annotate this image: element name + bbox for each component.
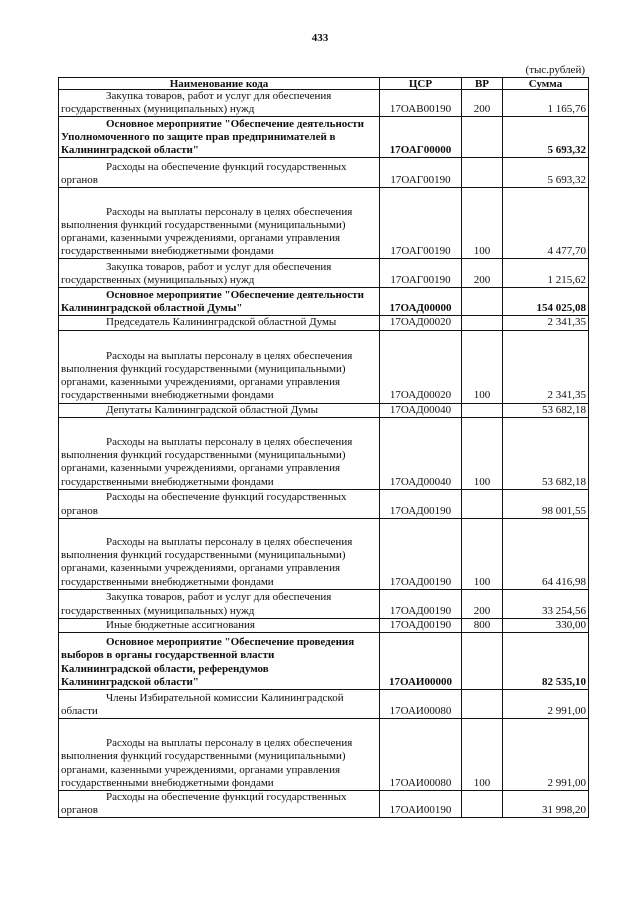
row-code: 17ОАГ00000 xyxy=(380,117,462,158)
row-sum: 1 215,62 xyxy=(503,259,589,288)
table-row xyxy=(59,188,589,259)
row-name-line: органами, казенными учреждениями, органами управления xyxy=(61,562,341,575)
row-name xyxy=(59,518,380,589)
row-code: 17ОАД00190 xyxy=(380,618,462,632)
row-name-line: органами, казенными учреждениями, органами управления xyxy=(61,462,341,475)
row-name-line: органами, казенными учреждениями, органами управления xyxy=(61,763,341,776)
row-name-line: выполнения функций государственными (муниципальными) xyxy=(61,218,346,231)
table-row xyxy=(59,633,589,690)
row-name-line: Закупка товаров, работ и услуг для обеспечения xyxy=(106,591,332,604)
row-name-line: Расходы на обеспечение функций государственных xyxy=(106,161,347,173)
header-sum: Сумма xyxy=(503,78,589,90)
row-name-line: выборов в органы государственной власти xyxy=(61,649,275,662)
row-vr: 100 xyxy=(462,518,503,589)
row-code: 17ОАГ00190 xyxy=(380,259,462,288)
row-name xyxy=(59,417,380,489)
row-code: 17ОАГ00190 xyxy=(380,158,462,188)
row-code: 17ОАИ00000 xyxy=(380,633,462,690)
row-sum: 5 693,32 xyxy=(503,117,589,158)
row-name-line: Расходы на выплаты персоналу в целях обеспечения xyxy=(106,436,353,448)
table-row xyxy=(59,489,589,518)
table-row xyxy=(59,719,589,791)
row-sum: 53 682,18 xyxy=(503,403,589,417)
table-row xyxy=(59,403,589,417)
row-code: 17ОАД00190 xyxy=(380,489,462,518)
row-vr xyxy=(462,158,503,188)
row-name-line: Закупка товаров, работ и услуг для обеспечения xyxy=(106,261,332,273)
row-sum: 53 682,18 xyxy=(503,417,589,489)
row-code: 17ОАГ00190 xyxy=(380,188,462,259)
row-name xyxy=(59,90,380,117)
row-name xyxy=(59,618,380,632)
row-name xyxy=(59,117,380,158)
table-header-row xyxy=(59,78,589,90)
row-name xyxy=(59,403,380,417)
table-row xyxy=(59,158,589,188)
row-name-line: государственных (муниципальных) нужд xyxy=(61,103,255,116)
row-name xyxy=(59,791,380,818)
row-name-line: Закупка товаров, работ и услуг для обеспечения xyxy=(106,90,332,102)
row-sum: 1 165,76 xyxy=(503,90,589,117)
row-name xyxy=(59,633,380,690)
table-row xyxy=(59,259,589,288)
row-name-line: государственными внебюджетными фондами xyxy=(61,389,274,402)
row-sum: 2 341,35 xyxy=(503,330,589,403)
row-sum: 2 341,35 xyxy=(503,316,589,330)
row-code: 17ОАИ00080 xyxy=(380,690,462,719)
budget-table xyxy=(58,77,589,818)
row-name-line: выполнения функций государственными (муниципальными) xyxy=(61,363,346,375)
row-name-line: Калининградской области, референдумов xyxy=(61,662,269,675)
row-name-line: Расходы на выплаты персоналу в целях обеспечения xyxy=(106,737,353,750)
row-sum: 154 025,08 xyxy=(503,288,589,316)
row-sum: 98 001,55 xyxy=(503,489,589,518)
row-name xyxy=(59,188,380,259)
row-name-line: государственных (муниципальных) нужд xyxy=(61,274,255,287)
row-name xyxy=(59,719,380,791)
table-row xyxy=(59,90,589,117)
row-name-line: области xyxy=(61,704,98,717)
row-code: 17ОАД00190 xyxy=(380,518,462,589)
row-name-line: государственными внебюджетными фондами xyxy=(61,245,274,258)
row-name-line: Уполномоченного по защите прав предпринимателей в xyxy=(61,131,336,143)
row-name-line: Председатель Калининградской областной Думы xyxy=(106,316,337,329)
row-code: 17ОАД00000 xyxy=(380,288,462,316)
row-sum: 2 991,00 xyxy=(503,690,589,719)
row-name-line: Расходы на выплаты персоналу в целях обеспечения xyxy=(106,536,353,548)
row-vr: 100 xyxy=(462,719,503,791)
row-vr xyxy=(462,316,503,330)
row-sum: 64 416,98 xyxy=(503,518,589,589)
row-name-line: государственными внебюджетными фондами xyxy=(61,776,274,789)
table-row xyxy=(59,288,589,316)
row-code: 17ОАИ00190 xyxy=(380,791,462,818)
row-name-line: Калининградской области" xyxy=(61,675,199,688)
row-name-line: органов xyxy=(61,804,98,817)
row-name-line: выполнения функций государственными (муниципальными) xyxy=(61,750,346,763)
row-name-line: государственными внебюджетными фондами xyxy=(61,575,274,588)
row-name-line: органов xyxy=(61,174,98,187)
row-name-line: Расходы на обеспечение функций государственных xyxy=(106,791,347,804)
table-row xyxy=(59,117,589,158)
row-vr: 100 xyxy=(462,188,503,259)
table-row xyxy=(59,618,589,632)
table-row xyxy=(59,518,589,589)
row-name-line: Калининградской области" xyxy=(61,144,199,157)
table-row xyxy=(59,589,589,618)
table-body xyxy=(59,90,589,818)
row-sum: 31 998,20 xyxy=(503,791,589,818)
row-name-line: Основное мероприятие "Обеспечение деятельности xyxy=(106,289,364,301)
units-label: (тыс.рублей) xyxy=(525,64,585,76)
row-vr xyxy=(462,633,503,690)
row-vr xyxy=(462,690,503,719)
table-row xyxy=(59,417,589,489)
row-code: 17ОАД00020 xyxy=(380,316,462,330)
row-vr xyxy=(462,489,503,518)
table-row xyxy=(59,330,589,403)
row-name-line: Члены Избирательной комиссии Калининградской xyxy=(106,691,344,704)
row-code: 17ОАД00190 xyxy=(380,589,462,618)
row-name-line: выполнения функций государственными (муниципальными) xyxy=(61,449,346,462)
row-name-line: органов xyxy=(61,504,98,517)
row-name-line: Расходы на обеспечение функций государственных xyxy=(106,491,347,504)
header-vr: ВР xyxy=(462,78,503,90)
row-name xyxy=(59,316,380,330)
row-code: 17ОАД00040 xyxy=(380,403,462,417)
row-code: 17ОАД00040 xyxy=(380,417,462,489)
row-vr: 200 xyxy=(462,589,503,618)
row-sum: 33 254,56 xyxy=(503,589,589,618)
header-code: ЦСР xyxy=(380,78,462,90)
row-vr: 800 xyxy=(462,618,503,632)
row-name-line: государственных (муниципальных) нужд xyxy=(61,604,255,617)
row-name-line: органами, казенными учреждениями, органами управления xyxy=(61,376,341,389)
row-name xyxy=(59,158,380,188)
row-name xyxy=(59,288,380,316)
row-sum: 82 535,10 xyxy=(503,633,589,690)
row-code: 17ОАИ00080 xyxy=(380,719,462,791)
row-vr: 200 xyxy=(462,259,503,288)
row-code: 17ОАВ00190 xyxy=(380,90,462,117)
row-vr: 100 xyxy=(462,330,503,403)
row-sum: 4 477,70 xyxy=(503,188,589,259)
row-name-line: Основное мероприятие "Обеспечение проведения xyxy=(106,636,355,649)
row-vr: 100 xyxy=(462,417,503,489)
table-row xyxy=(59,791,589,818)
row-vr: 200 xyxy=(462,90,503,117)
row-name xyxy=(59,259,380,288)
row-name-line: Расходы на выплаты персоналу в целях обеспечения xyxy=(106,349,353,362)
row-name xyxy=(59,330,380,403)
row-name xyxy=(59,690,380,719)
row-name-line: Основное мероприятие "Обеспечение деятельности xyxy=(106,117,364,130)
header-name: Наименование кода xyxy=(59,78,380,90)
row-vr xyxy=(462,791,503,818)
row-sum: 5 693,32 xyxy=(503,158,589,188)
row-sum: 330,00 xyxy=(503,618,589,632)
row-name xyxy=(59,489,380,518)
row-name-line: Иные бюджетные ассигнования xyxy=(106,618,255,631)
row-vr xyxy=(462,403,503,417)
row-sum: 2 991,00 xyxy=(503,719,589,791)
row-vr xyxy=(462,288,503,316)
table-row xyxy=(59,690,589,719)
row-name-line: Депутаты Калининградской областной Думы xyxy=(106,403,319,416)
row-name xyxy=(59,589,380,618)
row-name-line: государственными внебюджетными фондами xyxy=(61,475,274,488)
table-row xyxy=(59,316,589,330)
row-name-line: выполнения функций государственными (муниципальными) xyxy=(61,549,346,562)
row-vr xyxy=(462,117,503,158)
row-name-line: органами, казенными учреждениями, органами управления xyxy=(61,232,341,244)
page-number: 433 xyxy=(311,32,329,44)
row-name-line: Калининградской областной Думы" xyxy=(61,302,243,315)
row-name-line: Расходы на выплаты персоналу в целях обеспечения xyxy=(106,205,353,218)
row-code: 17ОАД00020 xyxy=(380,330,462,403)
